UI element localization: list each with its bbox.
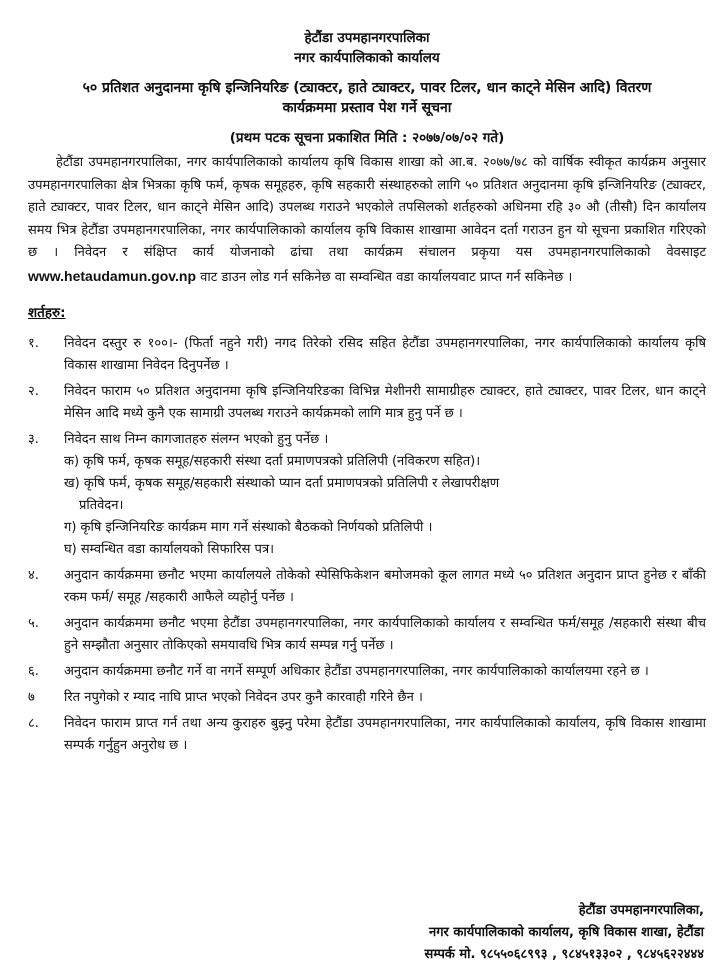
intro-paragraph xyxy=(28,152,706,289)
term-number: ७ xyxy=(28,690,35,705)
office-subname: नगर कार्यपालिकाको कार्यालय xyxy=(294,50,440,66)
term-item xyxy=(28,333,706,377)
term-text: निवेदन दस्तुर रु १००।- (फिर्ता नहुने गरी) नगद तिरेको रसिद सहित हेटौंडा उपमहानगरपालिका, नगर कार्यपालिकाको कार्यालय कृषि विकास शाखामा निवेदन दिनुपर्नेछ । xyxy=(64,336,706,373)
publication-date: (प्रथम पटक सूचना प्रकाशित मिति : २०७७/०७/०२ गते) xyxy=(229,130,505,146)
term-number: २. xyxy=(28,384,39,399)
notice-title xyxy=(28,78,706,118)
subitem-c: ग) कृषि इन्जिनियरिङ कार्यक्रम माग गर्ने संस्थाको बैठकको निर्णयको प्रतिलिपी । xyxy=(64,520,433,535)
term-number: ४. xyxy=(28,568,39,583)
subitem-d: घ) सम्वन्धित वडा कार्यालयको सिफारिस पत्र। xyxy=(64,542,275,557)
term-text: निवेदन फाराम ५० प्रतिशत अनुदानमा कृषि इन्जिनियरिङका विभिन्न मेशीनरी सामाग्रीहरु ट्याक्टर, हाते ट्याक्टर, पावर टिलर, धान काट्ने मेसिन आदि मध्ये कुनै एक सामाग्री उपलब्ध गराउने कार्यक्रमको लागि मात्र हुनु पर्ने छ । xyxy=(64,384,706,421)
term-number: ५. xyxy=(28,616,39,631)
term-item xyxy=(28,661,706,683)
notice-title-line1: ५० प्रतिशत अनुदानमा कृषि इन्जिनियरिङ (ट्याक्टर, हाते ट्याक्टर, पावर टिलर, धान काट्ने मेसिन आदि) वितरण xyxy=(82,80,652,96)
website-link[interactable]: www.hetaudamun.gov.np xyxy=(28,267,196,284)
term-item xyxy=(28,429,706,451)
term-text: रित नपुगेको र म्याद नाघि प्राप्त भएको निवेदन उपर कुनै कारवाही गरिने छैन । xyxy=(64,690,423,705)
term-number: ८. xyxy=(28,716,39,731)
subitem-b-continued: प्रतिवेदन। xyxy=(79,498,124,513)
term-text: निवेदन साथ निम्न कागजातहरु संलग्न भएको हुनु पर्नेछ । xyxy=(64,432,329,447)
term-text: अनुदान कार्यक्रममा छनौट भएमा कार्यालयले तोकेको स्पेसिफिकेशन बमोजमको कूल लागत मध्ये ५० प्रतिशत अनुदान प्राप्त हुनेछ र बाँकी रकम फर्म/ समूह /सहकारी आफैले व्यहोर्नु पर्नेछ । xyxy=(64,568,706,605)
notice-title-line2: कार्यक्रममा प्रस्ताव पेश गर्ने सूचना xyxy=(282,100,452,116)
signature-department: नगर कार्यपालिकाको कार्यालय, कृषि विकास शाखा, हेटौंडा xyxy=(429,925,704,940)
term-number: ६. xyxy=(28,664,39,679)
term-number: १. xyxy=(28,336,39,351)
signature-block xyxy=(425,900,704,966)
signature-contact: सम्पर्क मो. ९८५५०६८९९३ , ९८४५१३३०२ , ९८४५६२२४४४ xyxy=(424,947,704,962)
term-item xyxy=(28,613,706,657)
term-item xyxy=(28,713,706,757)
terms-heading: शर्तहरु: xyxy=(28,305,66,321)
term-text: निवेदन फाराम प्राप्त गर्न तथा अन्य कुराहरु बुझ्नु परेमा हेटौंडा उपमहानगरपालिका, नगर कार्यपालिकाको कार्यालय, कृषि विकास शाखामा सम्पर्क गर्नुहुन अनुरोध छ । xyxy=(64,716,706,753)
term-text: अनुदान कार्यक्रममा छनौट भएमा हेटौंडा उपमहानगरपालिका, नगर कार्यपालिकाको कार्यालय र सम्वन्धित फर्म/समूह /सहकारी संस्था बीच हुने सम्झौता अनुसार तोकिएको समयावधि भित्र कार्य सम्पन्न गर्नु पर्नेछ । xyxy=(64,616,706,653)
terms-list xyxy=(28,333,706,757)
term-text: अनुदान कार्यक्रममा छनौट गर्ने वा नगर्ने सम्पूर्ण अधिकार हेटौंडा उपमहानगरपालिका, नगर कार्यपालिकाको कार्यालयमा रहने छ । xyxy=(64,664,649,679)
subitem-a: क) कृषि फर्म, कृषक समूह/सहकारी संस्था दर्ता प्रमाणपत्रको प्रतिलिपी (नविकरण सहित)। xyxy=(64,454,481,469)
term-item xyxy=(28,565,706,609)
office-name: हेटौंडा उपमहानगरपालिका xyxy=(304,30,430,46)
term-item xyxy=(28,687,706,709)
intro-text-end: वाट डाउन लोड गर्न सकिनेछ वा सम्वन्धित वडा कार्यालयवाट प्राप्त गर्न सकिनेछ । xyxy=(200,269,573,285)
term-number: ३. xyxy=(28,432,39,447)
subitem-b: ख) कृषि फर्म, कृषक समूह/सहकारी संस्थाको प्यान दर्ता प्रमाणपत्रको प्रतिलिपी र लेखापरीक्षण xyxy=(64,476,500,491)
signature-office: हेटौंडा उपमहानगरपालिका, xyxy=(578,903,704,918)
term-item xyxy=(28,381,706,425)
intro-text: हेटौंडा उपमहानगरपालिका, नगर कार्यपालिकाको कार्यालय कृषि विकास शाखा को आ.ब. २०७७/७८ को वार्षिक स्वीकृत कार्यक्रम अनुसार उपमहानगरपालिका क्षेत्र भित्रका कृषि फर्म, कृषक समूहहरु, कृषि सहकारी संस्थाहरुको लागि ५० प्रतिशत अनुदानमा कृषि इन्जिनियरिङ (ट्याक्टर, हाते ट्याक्टर, पावर टिलर, धान काट्ने मेसिन आदि) उपलब्ध गराउने भएकोले तपसिलको शर्तहरुको अधिनमा रहि ३० औ (तीसौ) दिन कार्यालय समय भित्र हेटौंडा उपमहानगरपालिका, नगर कार्यपालिकाको कार्यालय कृषि विकास शाखामा आवेदन दर्ता गराउन हुन यो सूचना प्रकाशित गरिएको छ । निवेदन र संक्षिप्त कार्य योजनाको ढांचा तथा कार्यक्रम संचालन प्रकृया यस उपमहानगरपालिकाको वेवसाइट xyxy=(28,155,706,260)
